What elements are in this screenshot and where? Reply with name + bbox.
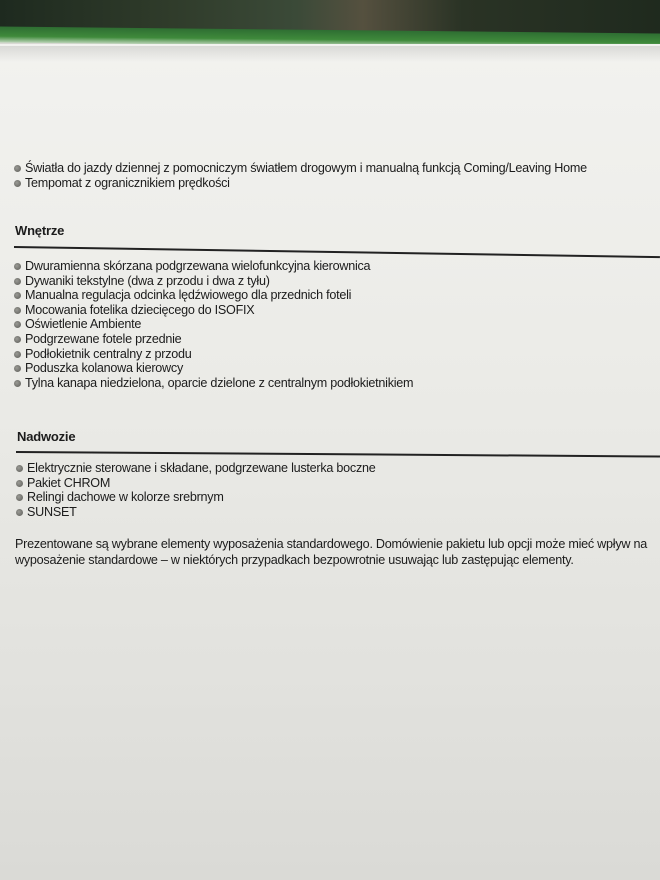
section-heading-interior: Wnętrze (15, 223, 65, 238)
list-item (14, 176, 587, 191)
list-item-text: Pakiet CHROM (27, 475, 111, 490)
footnote-paragraph: Prezentowane są wybrane elementy wyposażenia standardowego. Domówienie pakietu lub opcji może mieć wpływ na wyposażenie standardowe – w niektórych przypadkach bezpowrotnie usuwając lub zastępując elementy. (15, 537, 647, 567)
paper-shadow (0, 46, 660, 62)
bullet-icon (14, 263, 21, 270)
bullet-icon (14, 336, 21, 343)
list-item-text: Podłokietnik centralny z przodu (25, 346, 192, 361)
list-item-text: Tempomat z ogranicznikiem prędkości (25, 175, 230, 190)
list-item-text: Poduszka kolanowa kierowcy (25, 361, 183, 376)
bullet-icon (14, 351, 21, 358)
bullet-icon (14, 292, 21, 299)
bullet-icon (14, 307, 21, 314)
list-item (14, 376, 413, 391)
list-item (14, 332, 413, 347)
list-item (16, 461, 376, 476)
bullet-icon (14, 165, 21, 172)
list-item (14, 317, 413, 332)
interior-feature-list (14, 259, 413, 390)
list-item (14, 361, 413, 376)
list-item (16, 505, 376, 520)
list-item-text: Manualna regulacja odcinka lędźwiowego dla przednich foteli (25, 288, 352, 303)
bullet-icon (14, 380, 21, 387)
list-item (14, 161, 587, 176)
bullet-icon (14, 321, 21, 328)
bullet-icon (16, 494, 23, 501)
bullet-icon (16, 509, 23, 516)
list-item (16, 490, 376, 505)
section-heading-body: Nadwozie (17, 429, 76, 444)
list-item-text: Dwuramienna skórzana podgrzewana wielofunkcyjna kierownica (25, 259, 371, 273)
list-item-text: Relingi dachowe w kolorze srebrnym (27, 490, 224, 505)
list-item (16, 476, 376, 491)
body-feature-list (16, 461, 376, 519)
list-item-text: SUNSET (27, 504, 77, 519)
list-item (14, 259, 413, 274)
bullet-icon (14, 180, 21, 187)
list-item-text: Światła do jazdy dziennej z pomocniczym światłem drogowym i manualną funkcją Coming/Leaving Home (25, 161, 587, 175)
list-item-text: Mocowania fotelika dziecięcego do ISOFIX (25, 302, 255, 317)
bullet-icon (14, 365, 21, 372)
list-item (14, 347, 413, 362)
list-item (14, 274, 413, 289)
top-feature-list (14, 161, 587, 190)
bullet-icon (14, 278, 21, 285)
list-item (14, 288, 413, 303)
bullet-icon (16, 465, 23, 472)
bullet-icon (16, 480, 23, 487)
list-item-text: Elektrycznie sterowane i składane, podgrzewane lusterka boczne (27, 461, 376, 475)
list-item-text: Tylna kanapa niedzielona, oparcie dzielone z centralnym podłokietnikiem (25, 375, 414, 390)
list-item-text: Podgrzewane fotele przednie (25, 331, 182, 346)
list-item-text: Dywaniki tekstylne (dwa z przodu i dwa z tyłu) (25, 273, 270, 288)
list-item (14, 303, 413, 318)
list-item-text: Oświetlenie Ambiente (25, 317, 142, 332)
